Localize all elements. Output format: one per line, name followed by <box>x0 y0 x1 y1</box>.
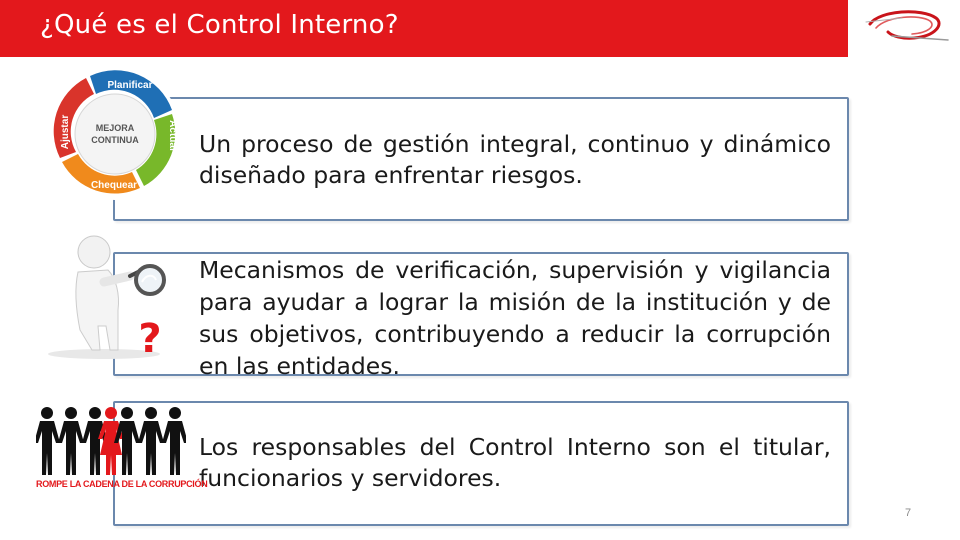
cycle-label-ajustar: Ajustar <box>60 114 71 150</box>
title-bar <box>0 0 848 57</box>
cycle-label-actuar: Actuar <box>167 120 178 152</box>
cycle-center-line1: MEJORA <box>95 123 135 133</box>
brand-logo <box>862 6 952 46</box>
item-text-3: Los responsables del Control Interno son el titular, funcionarios y servidores. <box>199 433 831 492</box>
figure-magnifier-question-image <box>34 230 174 360</box>
page-number: 7 <box>905 507 912 519</box>
item-box-2 <box>113 252 849 380</box>
item-text-2: Mecanismos de verificación, supervisión y vigilancia para ayudar a lograr la misión de la institución y de sus objetivos, contribuyendo a reducir la corrupción en las entidades. <box>199 256 831 380</box>
people-chain-caption: ROMPE LA CADENA DE LA CORRUPCIÓN <box>36 479 208 489</box>
people-chain-image <box>36 403 208 493</box>
item-box-3 <box>113 401 849 526</box>
cycle-label-chequear: Chequear <box>90 180 138 191</box>
slide-title: ¿Qué es el Control Interno? <box>40 10 399 40</box>
cycle-center-line2: CONTINUA <box>91 135 139 145</box>
item-box-1 <box>113 97 849 221</box>
continuous-improvement-cycle-image <box>44 66 186 202</box>
people-icons <box>36 403 186 479</box>
item-text-1: Un proceso de gestión integral, continuo y dinámico diseñado para enfrentar riesgos. <box>199 130 831 189</box>
question-mark-icon: ? <box>138 316 162 360</box>
cycle-label-planificar: Planificar <box>107 80 153 91</box>
